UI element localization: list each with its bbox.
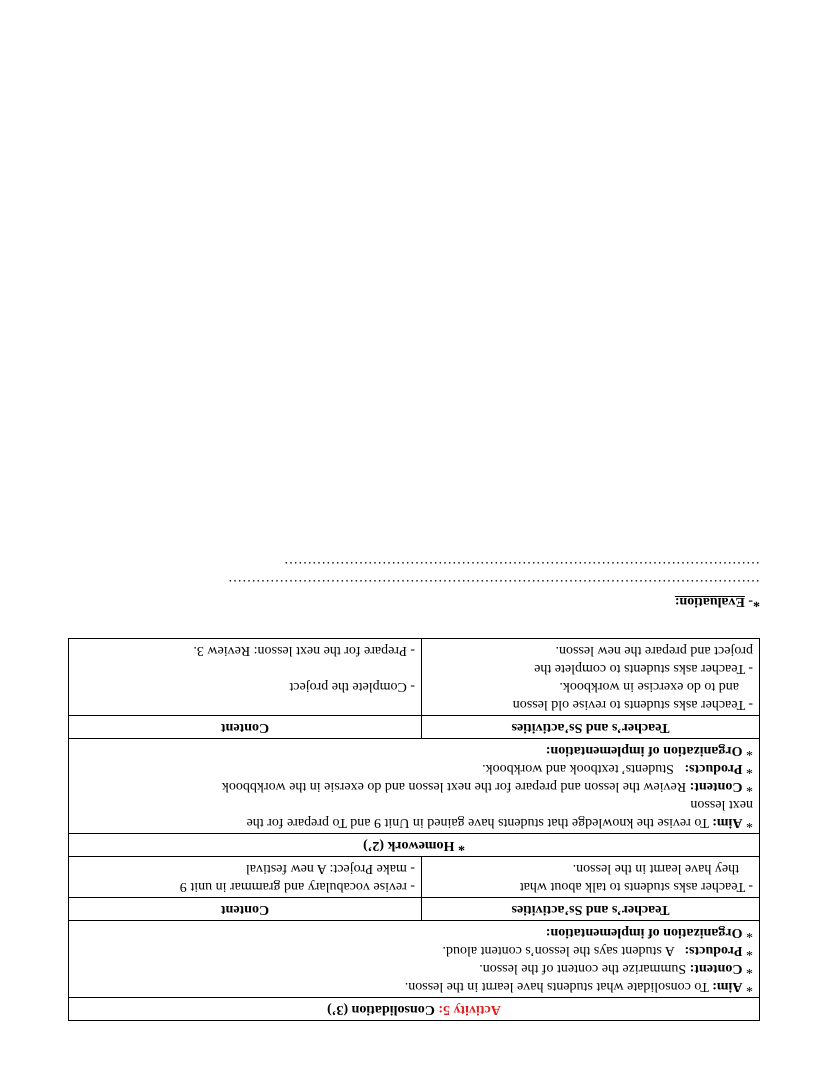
activity5-title-text: Consolidation (3’) — [327, 1002, 435, 1017]
evaluation-label: Evaluation: — [674, 594, 745, 609]
products-text: A student says the lesson’s content aloud. — [442, 943, 675, 958]
content-label: Content: — [689, 779, 743, 794]
cell-line: - Teacher asks students to revise old lesson — [512, 697, 753, 712]
evaluation-heading — [70, 592, 760, 610]
homework-title-text: Homework (2’) — [363, 838, 455, 853]
homework-columns — [69, 639, 759, 738]
content-text: Summarize the content of the lesson. — [479, 961, 687, 976]
activity5-aim: * Aim: To consolidate what students have learnt in the lesson. — [404, 979, 753, 994]
activity5-content-cell — [69, 857, 421, 897]
aim-text-cont: next lesson — [690, 797, 753, 812]
products-text: Students’ textbook and workbook. — [482, 761, 674, 776]
evaluation-dotted-line: …………………………………………………………………………………………………… — [228, 576, 760, 591]
content-text: Review the lesson and prepare for the next lesson and do exersie in the workbbook — [221, 779, 687, 794]
evaluation-prefix: *- — [748, 594, 760, 609]
evaluation-dotted-line: ………………………………………………………………………………………… — [284, 558, 760, 573]
activity5-org: * Organization of implementation: — [545, 925, 753, 940]
evaluation-section — [70, 556, 760, 610]
homework-content-cell — [69, 639, 421, 715]
activity5-columns — [69, 856, 759, 920]
activity5-label: Activity 5: — [438, 1002, 501, 1017]
col-header-content: Content — [69, 715, 421, 738]
homework-title: * Homework (2’) — [69, 833, 759, 856]
org-label: Organization of implementation: — [545, 925, 743, 940]
col-header-content: Content — [69, 897, 421, 920]
homework-content: * Content: Review the lesson and prepare for the next lesson and do exersie in the workbbook — [221, 779, 753, 794]
org-label: Organization of implementation: — [545, 743, 743, 758]
content-label: Content: — [689, 961, 743, 976]
cell-line: and to do exercise in workbook. — [559, 679, 739, 694]
aim-label: Aim: — [712, 979, 743, 994]
activity5-info — [69, 920, 759, 997]
cell-line: - make Project: A new festival — [245, 861, 415, 876]
homework-aim: * Aim: To revise the knowledge that students have gained in Unit 9 and To prepare for the — [246, 815, 753, 830]
aim-label: Aim: — [712, 815, 743, 830]
col-header-activities: Teacher’s and Ss’activities — [421, 715, 759, 738]
products-label: Products: — [684, 943, 743, 958]
cell-line: project and prepare the new lesson. — [555, 643, 753, 658]
homework-teacher-cell — [421, 639, 759, 715]
cell-line: - Teacher asks students to complete the — [534, 661, 753, 676]
aim-text: To revise the knowledge that students have gained in Unit 9 and To prepare for the — [246, 815, 709, 830]
lesson-table — [68, 638, 760, 1021]
activity5-teacher-cell — [421, 857, 759, 897]
aim-text: To consolidate what students have learnt in the lesson. — [404, 979, 709, 994]
cell-line: - Complete the project — [289, 679, 415, 694]
activity5-content: * Content: Summarize the content of the lesson. — [479, 961, 753, 976]
homework-org: * Organization of implementation: — [545, 743, 753, 758]
activity5-products: * Products: A student says the lesson’s content aloud. — [442, 943, 753, 958]
col-header-activities: Teacher’s and Ss’activities — [421, 897, 759, 920]
cell-line: - Teacher asks students to talk about what — [519, 879, 753, 894]
cell-line: - Prepare for the next lesson: Review 3. — [193, 643, 415, 658]
cell-line: they have learnt in the lesson. — [572, 861, 739, 876]
products-label: Products: — [684, 761, 743, 776]
cell-line: - revise vocabulary and grammar in unit 9 — [179, 879, 415, 894]
homework-products: * Products: Students’ textbook and workbook. — [482, 761, 753, 776]
activity5-title — [69, 997, 759, 1020]
homework-info — [69, 738, 759, 833]
